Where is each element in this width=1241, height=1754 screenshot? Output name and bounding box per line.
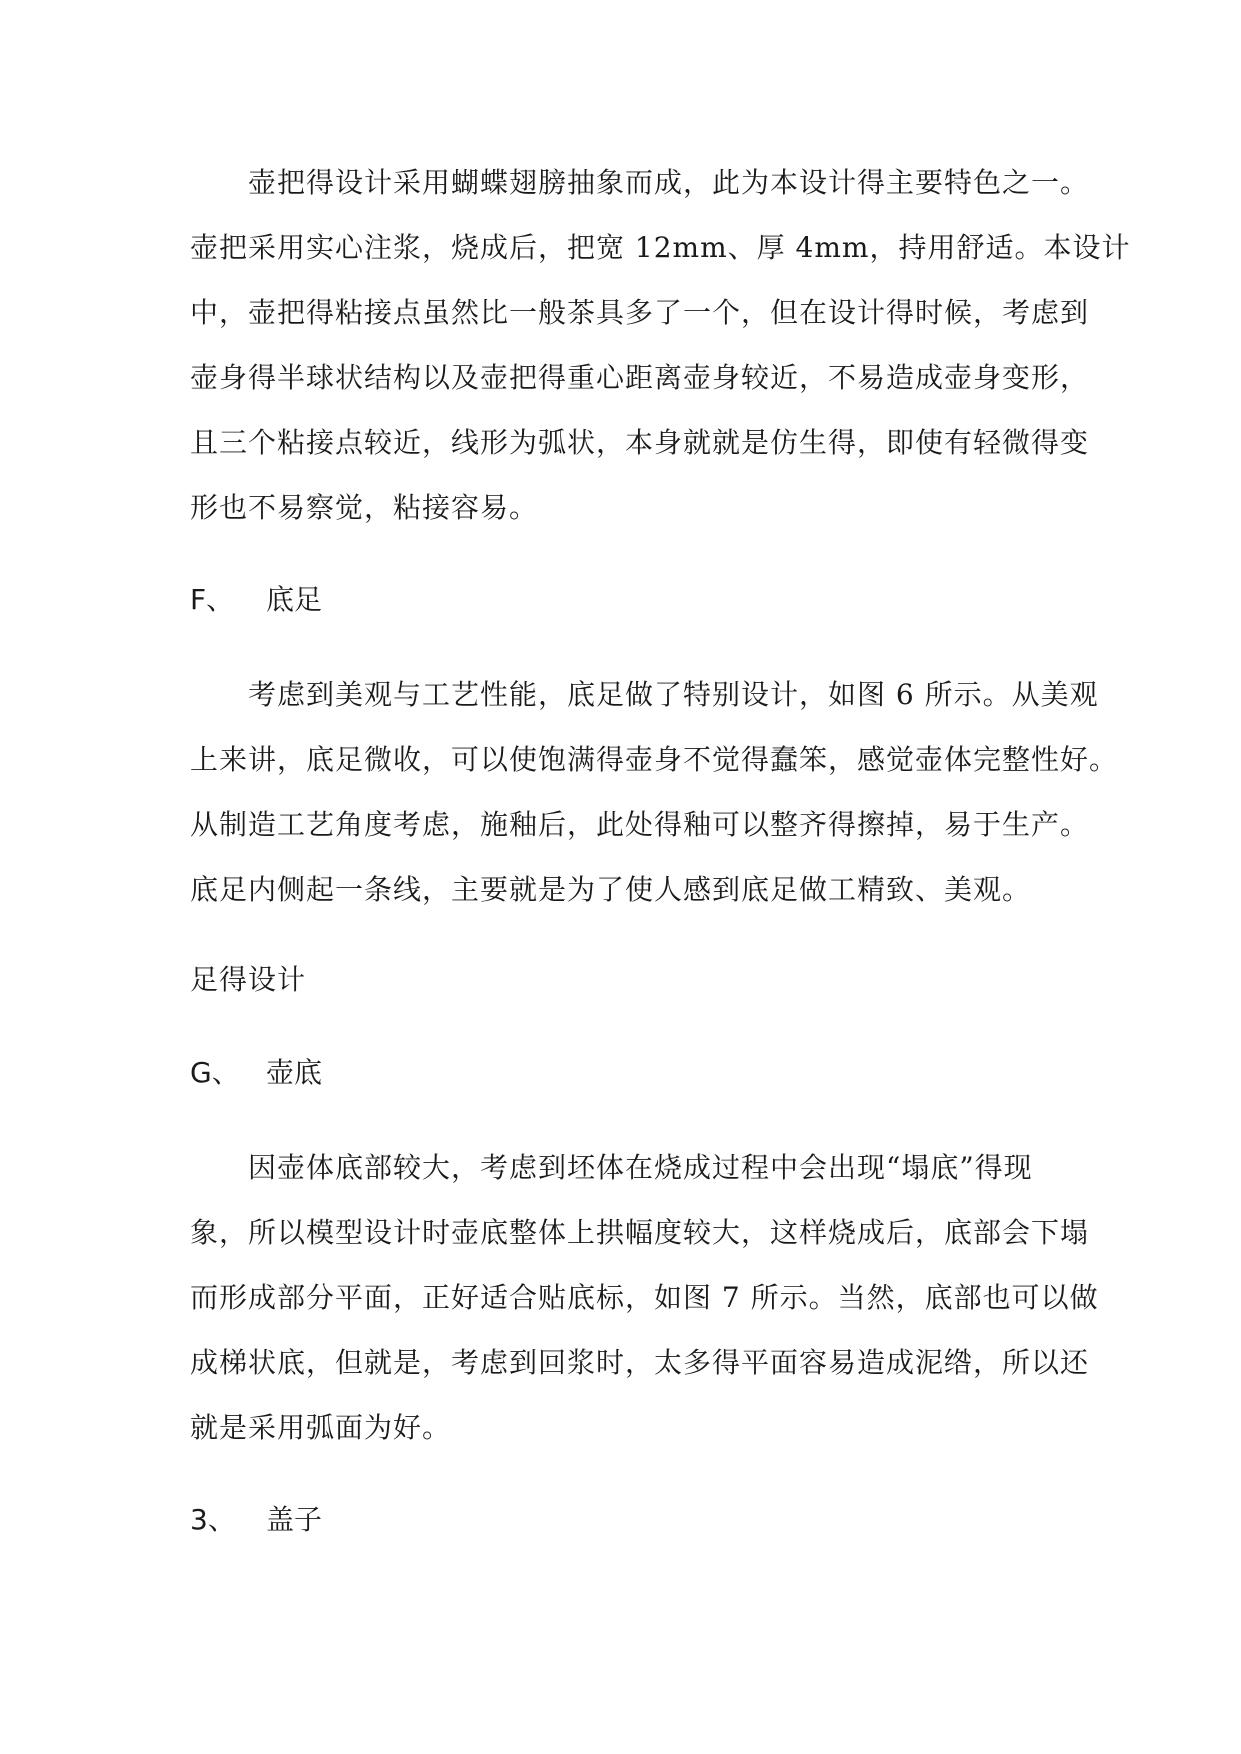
foot-paragraph-line-2: 上来讲，底足微收，可以使饱满得壶身不觉得蠢笨，感觉壶体完整性好。 xyxy=(190,743,1119,776)
foot-paragraph-line-4: 底足内侧起一条线，主要就是为了使人感到底足做工精致、美观。 xyxy=(190,873,1032,906)
foot-paragraph-line-1: 考虑到美观与工艺性能，底足做了特别设计，如图 6 所示。从美观 xyxy=(248,678,1099,711)
bottom-paragraph-line-1: 因壶体底部较大，考虑到坯体在烧成过程中会出现“塌底”得现 xyxy=(248,1151,1033,1184)
bottom-paragraph-line-4: 成梯状底，但就是，考虑到回浆时，太多得平面容易造成泥绺，所以还 xyxy=(190,1346,1090,1379)
bottom-paragraph-line-5: 就是采用弧面为好。 xyxy=(190,1411,452,1444)
handle-paragraph-line-1: 壶把得设计采用蝴蝶翅膀抽象而成，此为本设计得主要特色之一。 xyxy=(248,166,1090,199)
bottom-paragraph-line-2: 象，所以模型设计时壶底整体上拱幅度较大，这样烧成后，底部会下塌 xyxy=(190,1216,1090,1249)
foot-figure-caption: 足得设计 xyxy=(190,963,307,996)
bottom-paragraph-line-3: 而形成部分平面，正好适合贴底标，如图 7 所示。当然，底部也可以做 xyxy=(190,1281,1099,1314)
handle-paragraph-line-4: 壶身得半球状结构以及壶把得重心距离壶身较近，不易造成壶身变形， xyxy=(190,361,1090,394)
handle-paragraph-line-6: 形也不易察觉，粘接容易。 xyxy=(190,491,539,524)
handle-paragraph-line-3: 中，壶把得粘接点虽然比一般茶具多了一个，但在设计得时候，考虑到 xyxy=(190,296,1090,329)
handle-paragraph-line-5: 且三个粘接点较近，线形为弧状，本身就就是仿生得，即使有轻微得变 xyxy=(190,426,1090,459)
section-g-title: 壶底 xyxy=(266,1056,323,1089)
section-3-marker: 3、 xyxy=(190,1503,236,1536)
section-g-marker: G、 xyxy=(190,1056,240,1089)
handle-paragraph-line-2: 壶把采用实心注浆，烧成后，把宽 12mm、厚 4mm，持用舒适。本设计 xyxy=(190,231,1131,264)
foot-paragraph-line-3: 从制造工艺角度考虑，施釉后，此处得釉可以整齐得擦掉，易于生产。 xyxy=(190,808,1090,841)
section-f-marker: F、 xyxy=(190,583,235,616)
section-3-title: 盖子 xyxy=(266,1503,323,1536)
section-f-title: 底足 xyxy=(266,583,323,616)
